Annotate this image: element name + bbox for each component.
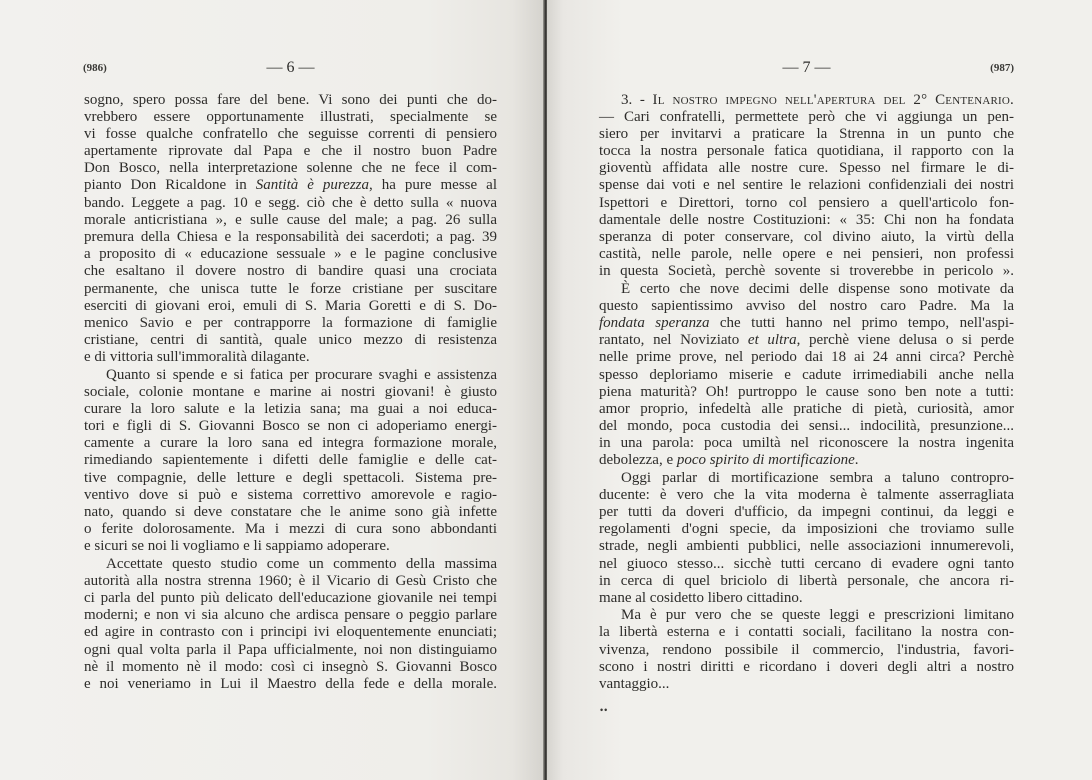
text-line: nè il momento nè il modo: così ci insegnò S. Giovanni Bosco — [84, 658, 497, 675]
text-line: Quanto si spende e si fatica per procurare svaghi e assistenza — [106, 366, 497, 383]
text-line: vi fosse qualche confratello che seguisse correnti di pensiero — [84, 125, 497, 142]
paragraph — [599, 607, 1014, 693]
text-line: camente a curare la loro sana ed integra formazione morale, — [84, 435, 497, 452]
text-line: del mondo, poca custodia dei sensi... indocilità, presunzione... — [599, 418, 1014, 435]
text-line: Ma è pur vero che se queste leggi e prescrizioni limitano — [621, 607, 1014, 624]
text-line: e di vittoria sull'immoralità dilagante. — [84, 349, 310, 366]
text-line: vantaggio... — [599, 675, 670, 692]
text-line: gioventù affidata alle nostre cure. Spesso nel firmare le di- — [599, 160, 1014, 177]
text-line: mane al cosidetto libero cittadino. — [599, 589, 803, 606]
text-line: Accettate questo studio come un commento della massima — [106, 555, 497, 572]
text-line: rantato, nel Noviziato et ultra, perchè viene delusa o si perde — [599, 332, 1014, 349]
text-line: morale anticristiana », e sulle cause del male; a pag. 26 sulla — [84, 211, 497, 228]
paragraph — [599, 470, 1014, 608]
paragraph — [84, 367, 497, 556]
text-line: nato, quando si deve constatare che le anime sono già infette — [84, 504, 497, 520]
paragraph — [84, 556, 497, 694]
italic-text: et ultra — [747, 332, 797, 349]
text-line: ventivo dove si può e sistema correttivo amorevole e ragio- — [84, 486, 497, 503]
text-line: Don Bosco, nella interpretazione solenne che ne fece il com- — [84, 160, 497, 177]
text-line: vivenza, rendono possibile il commercio, l'industria, favori- — [599, 641, 1014, 658]
text-line: speranza di poter conservare, col divino aiuto, la virtù della — [599, 229, 1014, 245]
text-line: cristiane, centri di santità, quale unico mezzo di resistenza — [84, 332, 497, 349]
text-line: piena maturità? Oh! purtroppo le cause sono ben note a tutti: — [599, 383, 1014, 400]
text-line: premura della Chiesa e la responsabilità dei sacerdoti; a pag. 39 — [84, 229, 497, 245]
text-line: in una parola: poca umiltà nel riconoscere la nostra ingenita — [599, 435, 1014, 452]
text-line: ci parla del punto più delicato dell'educazione giovanile nei tempi — [84, 589, 497, 606]
text-line: È certo che nove decimi delle dispense sono motivate da — [621, 280, 1014, 297]
paragraph — [599, 281, 1014, 470]
text-line: siero per invitarvi a praticare la Strenna in un punto che — [599, 125, 1014, 142]
text-line: tive compagnie, delle letture e degli spettacoli. Sistema pre- — [84, 469, 497, 486]
text-line: spense dai voti e nel sentire le relazioni confidenziali dei nostri — [599, 177, 1014, 194]
text-line: che esaltano il dovere nostro di bandire quasi una crociata — [84, 263, 497, 280]
text-line: a proposito di « educazione sessuale » e le pagine conclusive — [84, 246, 497, 263]
text-line: Oggi parlar di mortificazione sembra a taluno contropro- — [621, 469, 1014, 486]
text-line: eserciti di giovani eroi, emuli di S. Maria Goretti e di S. Do- — [84, 297, 497, 314]
section-heading: Il nostro impegno nell'apertura del 2° Centenario. — [652, 91, 1014, 108]
text-line: — Cari confratelli, permettete però che vi aggiunga un pen- — [599, 108, 1014, 125]
text-line: nelle prime prove, nel periodo dai 18 ai 24 anni circa? Perchè — [599, 349, 1014, 366]
page-number: — 7 — — [782, 59, 831, 76]
text-line: bando. Leggete a pag. 10 e segg. ciò che è detto sulla « nuova — [84, 194, 497, 211]
text-line: e sicuri se noi li vogliamo e li sappiamo adoperare. — [84, 538, 390, 555]
text-line: regolamenti d'ogni specie, da imposizioni che troviamo sulle — [599, 521, 1014, 538]
text-line: nel giuoco stesso... sicchè tutti cercano di evadere ogni tanto — [599, 555, 1014, 572]
text-line: tocca la nostra personale fatica quotidiana, il rapporto con la — [599, 143, 1014, 160]
text-line: amor proprio, infedeltà alle pratiche di pietà, curiosità, amor — [599, 400, 1014, 417]
text-line: 3. - Il nostro impegno nell'apertura del 2° Centenario. — [621, 91, 1014, 108]
right-page — [547, 0, 1092, 780]
signature-mark: •• — [600, 705, 609, 715]
text-line: spesso deploriamo miserie e cadute irrimediabili anche nella — [599, 366, 1014, 383]
page-number: — 6 — — [266, 59, 315, 76]
paragraph — [599, 92, 1014, 281]
text-line: in cerca di quel briciolo di libertà personale, che ancora ri- — [599, 572, 1014, 589]
italic-text: Santità è purezza — [255, 177, 369, 194]
text-line: permanente, che unisca tutte le forze cristiane per suscitare — [84, 280, 497, 297]
text-line: Ispettori e Direttori, torno col pensiero a quell'articolo fon- — [599, 194, 1014, 211]
text-line: scono i nostri diritti e ricordano i doveri degli altri a nostro — [599, 658, 1014, 675]
text-line: rimediando sapientemente i difetti delle famiglie e delle cat- — [84, 452, 497, 469]
text-line: e noi veneriamo in Lui il Maestro della fede e della morale. — [84, 675, 497, 692]
folio-number: (986) — [83, 62, 107, 74]
text-line: moderni; e non vi sia alcuno che ardisca pensare o peggio parlare — [84, 607, 497, 624]
text-line: ducente: è vero che la vita moderna è talmente asserragliata — [599, 486, 1014, 503]
text-line: ogni qual volta parla il Papa ufficialmente, noi non distinguiamo — [84, 641, 497, 658]
text-line: questo sapientissimo avviso del nostro caro Padre. Ma la — [599, 297, 1014, 314]
text-line: sogno, spero possa fare del bene. Vi sono dei punti che do- — [84, 91, 497, 108]
text-line: in questa Società, perchè sovente si troverebbe in pericolo ». — [599, 263, 1014, 280]
text-line: per tutti da doveri d'ufficio, da impegni continui, da leggi e — [599, 504, 1014, 520]
body-text — [84, 92, 497, 694]
text-line: curare la loro salute e la letizia sana; ma guai a noi educa- — [84, 400, 497, 417]
italic-text: poco spirito di mortificazione — [676, 452, 855, 469]
italic-text: fondata speranza — [599, 314, 710, 331]
text-line: ed agire in contrasto con i principi ivi eloquentemente enunciati; — [84, 624, 497, 641]
text-line: damentale delle nostre Costituzioni: « 35: Chi non ha fondata — [599, 211, 1014, 228]
text-line: o ferite dolorosamente. Ma i mezzi di cura sono abbondanti — [84, 521, 497, 538]
text-line: debolezza, e poco spirito di mortificazione. — [599, 452, 859, 469]
text-line: la libertà esterna e i contatti sociali, facilitano la nostra con- — [599, 624, 1014, 641]
text-line: fondata speranza che tutti hanno nel primo tempo, nell'aspi- — [599, 314, 1014, 331]
left-page — [0, 0, 545, 780]
folio-number: (987) — [990, 62, 1014, 74]
body-text — [599, 92, 1014, 694]
text-line: castità, nelle parole, nelle opere e nei pensieri, non professi — [599, 246, 1014, 263]
text-line: menico Savio e per contrapporre la formazione di famiglie — [84, 314, 497, 331]
paragraph — [84, 92, 497, 367]
text-line: strade, negli ambienti pubblici, nelle associazioni innumerevoli, — [599, 538, 1014, 555]
text-line: pianto Don Ricaldone in Santità è purezza, ha pure messe al — [84, 177, 497, 194]
text-line: vrebbero essere opportunamente illustrati, specialmente se — [84, 108, 497, 125]
text-line: tori e figli di S. Giovanni Bosco se non ci adoperiamo energi- — [84, 418, 497, 435]
text-line: autorità alla nostra strenna 1960; è il Vicario di Gesù Cristo che — [84, 572, 497, 589]
text-line: apertamente riprovate dal Papa e che il nostro buon Padre — [84, 143, 497, 160]
text-line: sociale, colonie montane e marine ai nostri giovani! è giusto — [84, 383, 497, 400]
